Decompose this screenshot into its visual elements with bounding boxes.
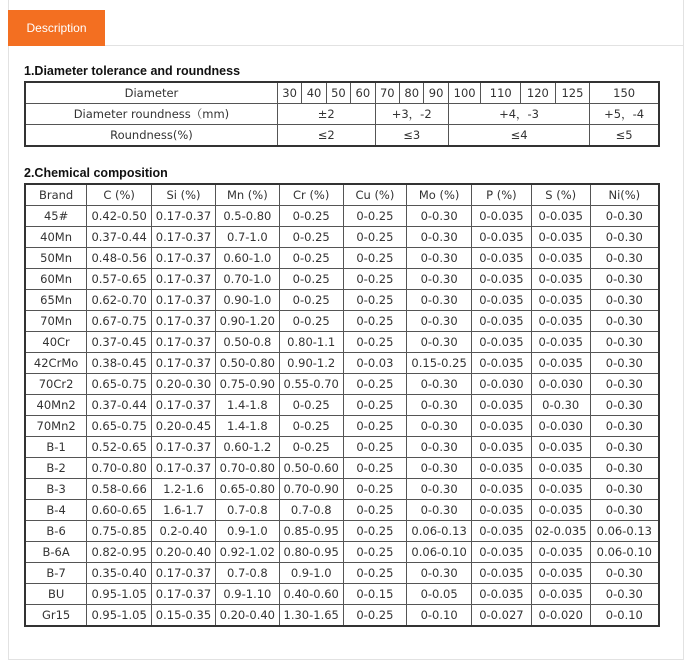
- table-row: [25, 311, 659, 332]
- composition-cell: 0-0.30: [407, 248, 472, 269]
- brand-cell: B-3: [25, 479, 87, 500]
- composition-cell: 0-0.25: [279, 248, 343, 269]
- brand-cell: 60Mn: [25, 269, 87, 290]
- diameter-cell: 150: [590, 82, 659, 104]
- brand-cell: 42CrMo: [25, 353, 87, 374]
- composition-cell: 0-0.035: [531, 584, 590, 605]
- composition-cell: 0-0.10: [407, 605, 472, 627]
- composition-cell: 0-0.30: [590, 374, 659, 395]
- composition-cell: 0-0.027: [472, 605, 532, 627]
- tab-bar: [8, 0, 684, 46]
- composition-cell: 0-0.035: [531, 311, 590, 332]
- composition-cell: 0-0.25: [279, 311, 343, 332]
- composition-cell: 0-0.30: [407, 395, 472, 416]
- diameter-cell: 40: [302, 82, 326, 104]
- table-row: [25, 500, 659, 521]
- tolerance-row: [25, 104, 659, 125]
- composition-cell: 02-0.035: [531, 521, 590, 542]
- composition-cell: 0-0.30: [590, 437, 659, 458]
- composition-cell: 0.52-0.65: [87, 437, 152, 458]
- composition-cell: 0-0.30: [407, 458, 472, 479]
- composition-cell: 0.06-0.10: [407, 542, 472, 563]
- composition-cell: 0-0.25: [343, 500, 407, 521]
- composition-cell: 0-0.035: [472, 269, 532, 290]
- composition-cell: 0.42-0.50: [87, 206, 152, 227]
- composition-cell: 0-0.30: [531, 395, 590, 416]
- composition-cell: 0-0.25: [343, 332, 407, 353]
- composition-cell: 0.70-1.0: [215, 269, 279, 290]
- table-header-row: [25, 184, 659, 206]
- composition-cell: 0.85-0.95: [279, 521, 343, 542]
- composition-cell: 0.67-0.75: [87, 311, 152, 332]
- composition-cell: 0.50-0.60: [279, 458, 343, 479]
- composition-cell: 0.50-0.80: [215, 353, 279, 374]
- composition-cell: 0-0.25: [343, 269, 407, 290]
- composition-cell: 0-0.30: [407, 206, 472, 227]
- table-row: [25, 479, 659, 500]
- composition-cell: 0-0.035: [472, 395, 532, 416]
- composition-cell: 0.35-0.40: [87, 563, 152, 584]
- diameter-tolerance-table: [24, 81, 660, 147]
- column-header: Si (%): [152, 184, 216, 206]
- composition-cell: 0.06-0.10: [590, 542, 659, 563]
- composition-cell: 0-0.25: [343, 227, 407, 248]
- composition-cell: 0-0.30: [590, 479, 659, 500]
- composition-cell: 0-0.30: [407, 479, 472, 500]
- composition-cell: 0.60-1.2: [215, 437, 279, 458]
- composition-cell: 0-0.30: [590, 248, 659, 269]
- composition-cell: 0-0.30: [407, 269, 472, 290]
- chemical-composition-table: [24, 183, 660, 627]
- composition-cell: 0.17-0.37: [152, 227, 216, 248]
- table-row: [25, 269, 659, 290]
- composition-cell: 0.20-0.30: [152, 374, 216, 395]
- composition-cell: 0.75-0.85: [87, 521, 152, 542]
- composition-cell: 0-0.30: [590, 311, 659, 332]
- diameter-cell: 100: [448, 82, 481, 104]
- composition-cell: 0.20-0.40: [215, 605, 279, 627]
- composition-cell: 0.7-0.8: [279, 500, 343, 521]
- roundness-cell: ≤4: [448, 125, 589, 147]
- composition-cell: 0-0.035: [531, 500, 590, 521]
- composition-cell: 0-0.035: [472, 437, 532, 458]
- roundness-pct-label: Roundness(%): [25, 125, 277, 147]
- composition-cell: 0-0.035: [472, 290, 532, 311]
- composition-cell: 0.62-0.70: [87, 290, 152, 311]
- table-row: [25, 542, 659, 563]
- brand-cell: B-6: [25, 521, 87, 542]
- composition-cell: 0-0.25: [343, 206, 407, 227]
- table-row: [25, 605, 659, 627]
- diameter-label: Diameter: [25, 82, 277, 104]
- composition-cell: 0-0.30: [590, 500, 659, 521]
- composition-cell: 0.90-1.0: [215, 290, 279, 311]
- table-row: [25, 584, 659, 605]
- composition-cell: 0-0.030: [531, 416, 590, 437]
- composition-cell: 0.9-1.0: [215, 521, 279, 542]
- table-row: [25, 416, 659, 437]
- roundness-cell: ≤5: [590, 125, 659, 147]
- table-row: [25, 227, 659, 248]
- column-header: Brand: [25, 184, 87, 206]
- composition-cell: 0-0.035: [472, 353, 532, 374]
- composition-cell: 0-0.30: [590, 290, 659, 311]
- brand-cell: 70Mn2: [25, 416, 87, 437]
- composition-cell: 0.65-0.80: [215, 479, 279, 500]
- composition-cell: 0-0.30: [590, 269, 659, 290]
- composition-cell: 0.58-0.66: [87, 479, 152, 500]
- composition-cell: 0-0.035: [472, 227, 532, 248]
- composition-cell: 0-0.035: [531, 248, 590, 269]
- composition-cell: 0.55-0.70: [279, 374, 343, 395]
- composition-cell: 0.15-0.35: [152, 605, 216, 627]
- composition-cell: 0.20-0.40: [152, 542, 216, 563]
- composition-cell: 0.9-1.0: [279, 563, 343, 584]
- composition-cell: 0-0.25: [343, 416, 407, 437]
- composition-cell: 0.15-0.25: [407, 353, 472, 374]
- composition-cell: 0-0.30: [590, 395, 659, 416]
- diameter-cell: 70: [375, 82, 399, 104]
- composition-cell: 0-0.30: [590, 206, 659, 227]
- composition-cell: 0-0.035: [472, 458, 532, 479]
- table-row: [25, 458, 659, 479]
- composition-cell: 0-0.035: [472, 311, 532, 332]
- composition-cell: 0-0.25: [279, 290, 343, 311]
- composition-cell: 0-0.035: [472, 416, 532, 437]
- table-row: [25, 563, 659, 584]
- brand-cell: BU: [25, 584, 87, 605]
- composition-cell: 0-0.030: [472, 374, 532, 395]
- diameter-row: [25, 82, 659, 104]
- composition-cell: 0.48-0.56: [87, 248, 152, 269]
- composition-cell: 0-0.15: [343, 584, 407, 605]
- diameter-cell: 60: [351, 82, 375, 104]
- composition-cell: 0.37-0.45: [87, 332, 152, 353]
- composition-cell: 0-0.25: [343, 542, 407, 563]
- brand-cell: 70Cr2: [25, 374, 87, 395]
- composition-cell: 1.4-1.8: [215, 416, 279, 437]
- brand-cell: B-7: [25, 563, 87, 584]
- brand-cell: Gr15: [25, 605, 87, 627]
- tolerance-cell: +4，-3: [448, 104, 589, 125]
- diameter-cell: 125: [555, 82, 590, 104]
- column-header: Ni(%): [590, 184, 659, 206]
- composition-cell: 0.60-1.0: [215, 248, 279, 269]
- composition-cell: 0.06-0.13: [407, 521, 472, 542]
- composition-cell: 0-0.05: [407, 584, 472, 605]
- composition-cell: 0-0.035: [472, 500, 532, 521]
- composition-cell: 0-0.30: [407, 500, 472, 521]
- composition-cell: 0-0.035: [531, 290, 590, 311]
- table-row: [25, 374, 659, 395]
- composition-cell: 0.95-1.05: [87, 584, 152, 605]
- composition-cell: 0.37-0.44: [87, 395, 152, 416]
- composition-cell: 0.17-0.37: [152, 332, 216, 353]
- composition-cell: 0.65-0.75: [87, 374, 152, 395]
- diameter-cell: 120: [521, 82, 556, 104]
- composition-cell: 0.92-1.02: [215, 542, 279, 563]
- brand-cell: B-1: [25, 437, 87, 458]
- composition-cell: 0.70-0.80: [215, 458, 279, 479]
- tolerance-cell: ±2: [277, 104, 375, 125]
- brand-cell: 70Mn: [25, 311, 87, 332]
- composition-cell: 0-0.30: [590, 332, 659, 353]
- composition-cell: 0.17-0.37: [152, 311, 216, 332]
- tab-description[interactable]: Description: [8, 10, 105, 46]
- brand-cell: B-2: [25, 458, 87, 479]
- composition-cell: 0-0.035: [472, 332, 532, 353]
- composition-cell: 0-0.035: [531, 458, 590, 479]
- table-row: [25, 437, 659, 458]
- composition-cell: 0-0.25: [343, 458, 407, 479]
- composition-cell: 1.30-1.65: [279, 605, 343, 627]
- composition-cell: 0.06-0.13: [590, 521, 659, 542]
- composition-cell: 0.82-0.95: [87, 542, 152, 563]
- composition-cell: 0-0.30: [407, 374, 472, 395]
- composition-cell: 0-0.020: [531, 605, 590, 627]
- composition-cell: 0-0.035: [531, 479, 590, 500]
- composition-cell: 0-0.03: [343, 353, 407, 374]
- brand-cell: 40Mn: [25, 227, 87, 248]
- table-row: [25, 521, 659, 542]
- composition-cell: 0-0.30: [590, 458, 659, 479]
- composition-cell: 0-0.035: [531, 437, 590, 458]
- composition-cell: 0-0.25: [279, 227, 343, 248]
- table-row: [25, 353, 659, 374]
- composition-cell: 0-0.30: [590, 353, 659, 374]
- composition-cell: 0.17-0.37: [152, 437, 216, 458]
- composition-cell: 0-0.25: [343, 311, 407, 332]
- composition-cell: 0-0.10: [590, 605, 659, 627]
- composition-cell: 0-0.25: [279, 437, 343, 458]
- composition-cell: 0-0.25: [343, 374, 407, 395]
- composition-cell: 0-0.30: [590, 416, 659, 437]
- column-header: Cu (%): [343, 184, 407, 206]
- brand-cell: 50Mn: [25, 248, 87, 269]
- composition-cell: 0-0.25: [279, 416, 343, 437]
- section-title-diameter: 1.Diameter tolerance and roundness: [24, 64, 241, 78]
- column-header: S (%): [531, 184, 590, 206]
- composition-cell: 0.2-0.40: [152, 521, 216, 542]
- roundness-label: Diameter roundness（mm): [25, 104, 277, 125]
- composition-cell: 0-0.25: [343, 395, 407, 416]
- composition-cell: 0.60-0.65: [87, 500, 152, 521]
- composition-cell: 0-0.035: [531, 542, 590, 563]
- roundness-cell: ≤3: [375, 125, 448, 147]
- composition-cell: 0-0.25: [343, 605, 407, 627]
- roundness-row: [25, 125, 659, 147]
- composition-cell: 0-0.30: [407, 563, 472, 584]
- roundness-cell: ≤2: [277, 125, 375, 147]
- composition-cell: 0.20-0.45: [152, 416, 216, 437]
- diameter-cell: 110: [481, 82, 521, 104]
- tolerance-cell: +3，-2: [375, 104, 448, 125]
- composition-cell: 0.17-0.37: [152, 248, 216, 269]
- table-row: [25, 332, 659, 353]
- diameter-cell: 90: [424, 82, 448, 104]
- column-header: Cr (%): [279, 184, 343, 206]
- composition-cell: 0.70-0.80: [87, 458, 152, 479]
- tolerance-cell: +5，-4: [590, 104, 659, 125]
- composition-cell: 0-0.035: [472, 563, 532, 584]
- composition-cell: 0.17-0.37: [152, 584, 216, 605]
- column-header: C (%): [87, 184, 152, 206]
- table-row: [25, 248, 659, 269]
- composition-cell: 0-0.035: [531, 227, 590, 248]
- composition-cell: 0-0.25: [343, 290, 407, 311]
- composition-cell: 0-0.035: [472, 248, 532, 269]
- composition-cell: 0-0.30: [407, 437, 472, 458]
- table-row: [25, 290, 659, 311]
- composition-cell: 0-0.030: [531, 374, 590, 395]
- table-row: [25, 395, 659, 416]
- composition-cell: 0-0.25: [279, 206, 343, 227]
- composition-cell: 0.17-0.37: [152, 353, 216, 374]
- column-header: Mn (%): [215, 184, 279, 206]
- composition-cell: 0.17-0.37: [152, 269, 216, 290]
- composition-cell: 0.70-0.90: [279, 479, 343, 500]
- composition-cell: 0-0.30: [407, 290, 472, 311]
- composition-cell: 0-0.25: [343, 521, 407, 542]
- composition-cell: 1.4-1.8: [215, 395, 279, 416]
- composition-cell: 0-0.035: [531, 353, 590, 374]
- brand-cell: B-6A: [25, 542, 87, 563]
- brand-cell: 45#: [25, 206, 87, 227]
- composition-cell: 1.6-1.7: [152, 500, 216, 521]
- composition-cell: 0.7-1.0: [215, 227, 279, 248]
- composition-cell: 0.7-0.8: [215, 500, 279, 521]
- composition-cell: 0.17-0.37: [152, 563, 216, 584]
- diameter-cell: 80: [399, 82, 423, 104]
- composition-cell: 0-0.30: [407, 311, 472, 332]
- composition-cell: 0.75-0.90: [215, 374, 279, 395]
- composition-cell: 0-0.035: [472, 542, 532, 563]
- composition-cell: 0-0.30: [407, 332, 472, 353]
- composition-cell: 0.57-0.65: [87, 269, 152, 290]
- composition-cell: 0.80-0.95: [279, 542, 343, 563]
- composition-cell: 0-0.30: [590, 227, 659, 248]
- composition-cell: 0.5-0.80: [215, 206, 279, 227]
- column-header: P (%): [472, 184, 532, 206]
- composition-cell: 0.17-0.37: [152, 290, 216, 311]
- diameter-cell: 50: [326, 82, 350, 104]
- composition-cell: 0-0.25: [343, 437, 407, 458]
- composition-cell: 0.17-0.37: [152, 395, 216, 416]
- composition-cell: 0-0.30: [407, 416, 472, 437]
- composition-cell: 0-0.30: [407, 227, 472, 248]
- composition-cell: 0-0.25: [343, 479, 407, 500]
- section-title-chemical: 2.Chemical composition: [24, 166, 168, 180]
- brand-cell: 65Mn: [25, 290, 87, 311]
- composition-cell: 0-0.25: [279, 395, 343, 416]
- composition-cell: 0.90-1.20: [215, 311, 279, 332]
- composition-cell: 0.17-0.37: [152, 206, 216, 227]
- composition-cell: 0-0.25: [343, 248, 407, 269]
- brand-cell: B-4: [25, 500, 87, 521]
- composition-cell: 0.40-0.60: [279, 584, 343, 605]
- brand-cell: 40Mn2: [25, 395, 87, 416]
- brand-cell: 40Cr: [25, 332, 87, 353]
- composition-cell: 1.2-1.6: [152, 479, 216, 500]
- composition-cell: 0.80-1.1: [279, 332, 343, 353]
- composition-cell: 0-0.035: [531, 206, 590, 227]
- composition-cell: 0.37-0.44: [87, 227, 152, 248]
- composition-cell: 0-0.035: [472, 521, 532, 542]
- composition-cell: 0-0.035: [531, 269, 590, 290]
- composition-cell: 0-0.035: [472, 206, 532, 227]
- composition-cell: 0.50-0.8: [215, 332, 279, 353]
- composition-cell: 0-0.25: [279, 269, 343, 290]
- composition-cell: 0-0.035: [531, 332, 590, 353]
- composition-cell: 0-0.30: [590, 584, 659, 605]
- composition-cell: 0-0.035: [472, 479, 532, 500]
- diameter-cell: 30: [277, 82, 301, 104]
- composition-cell: 0-0.035: [472, 584, 532, 605]
- composition-cell: 0-0.30: [590, 563, 659, 584]
- table-row: [25, 206, 659, 227]
- composition-cell: 0-0.035: [531, 563, 590, 584]
- composition-cell: 0.90-1.2: [279, 353, 343, 374]
- composition-cell: 0.95-1.05: [87, 605, 152, 627]
- column-header: Mo (%): [407, 184, 472, 206]
- composition-cell: 0.9-1.10: [215, 584, 279, 605]
- composition-cell: 0.65-0.75: [87, 416, 152, 437]
- composition-cell: 0.7-0.8: [215, 563, 279, 584]
- composition-cell: 0.38-0.45: [87, 353, 152, 374]
- composition-cell: 0.17-0.37: [152, 458, 216, 479]
- composition-cell: 0-0.25: [343, 563, 407, 584]
